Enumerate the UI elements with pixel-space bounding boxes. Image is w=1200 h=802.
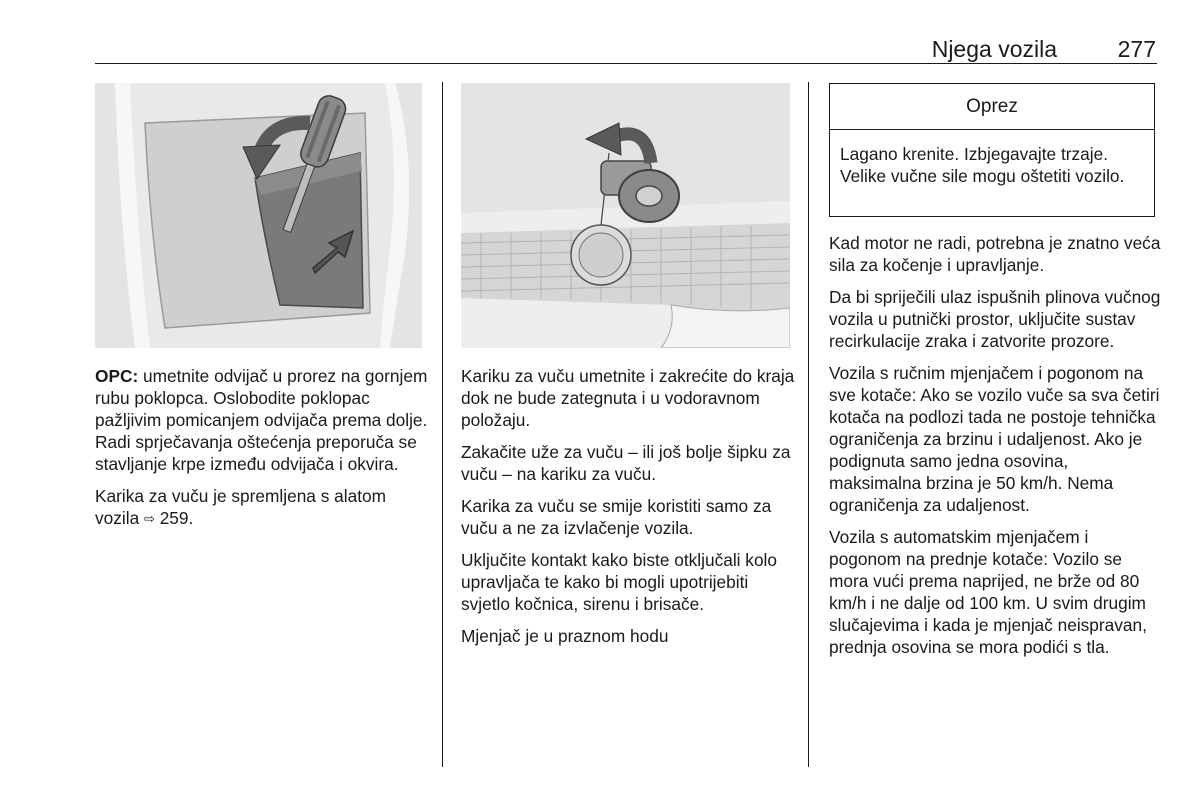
opc-paragraph [95,365,430,475]
opc-cover-illustration [95,83,422,348]
column-2 [461,365,798,657]
caution-box [829,83,1155,217]
opc-text: umetnite odvijač u prorez na gornjem rubu poklopca. Oslobodite poklopac pažljivim pomicanjem odvijača prema dolje. Radi sprječavanja oštećenja preporuča se stavljanje krpe između odvijača i okvira. [95,366,428,474]
tow-eye-illustration [461,83,790,348]
header-rule [95,63,1157,64]
paragraph: Uključite kontakt kako biste otključali kolo upravljača te kako bi mogli upotrijebiti svjetlo kočnica, sirenu i brisače. [461,550,778,614]
page-reference-arrow-icon: ⇨ [143,511,155,526]
paragraph: Kariku za vuču umetnite i zakrećite do kraja dok ne bude zategnuta i u vodoravnom položaju. [461,366,795,430]
tow-eye-location-text: Karika za vuču je spremljena s alatom vozila [95,486,387,528]
paragraph: Vozila s automatskim mjenjačem i pogonom na prednje kotače: Vozilo se mora vući prema naprijed, ne brže od 80 km/h i ne dalje od 100 km. U svim drugim slučajevima i kada je mjenjač neispravan, prednja osovina se mora podići s tla. [829,527,1147,657]
section-title: Njega vozila [931,36,1057,62]
figure-tow-eye [461,83,790,348]
paragraph: Da bi spriječili ulaz ispušnih plinova vučnog vozila u putnički prostor, uključite sustav recirkulacije zraka i zatvorite prozore. [829,287,1161,351]
tow-eye-location-paragraph [95,485,430,530]
page-number: 277 [1117,36,1156,62]
opc-label: OPC: [95,366,139,386]
paragraph: Kad motor ne radi, potrebna je znatno veća sila za kočenje i upravljanje. [829,233,1161,275]
figure-opc-cover [95,83,422,348]
paragraph: Zakačite uže za vuču – ili još bolje šipku za vuču – na kariku za vuču. [461,442,791,484]
column-divider-2 [808,82,809,767]
paragraph: Mjenjač je u praznom hodu [461,626,669,646]
caution-title: Oprez [830,84,1154,130]
caution-text: Lagano krenite. Izbjegavajte trzaje. Velike vučne sile mogu oštetiti vozilo. [840,144,1125,186]
column-1 [95,365,430,540]
paragraph: Vozila s ručnim mjenjačem i pogonom na sve kotače: Ako se vozilo vuče sa sva četiri kotača na podlozi tada ne postoje tehnička ograničenja za brzinu i udaljenost. Ako je podignuta samo jedna osovina, maksimalna brzina je 50 km/h. Nema ograničenja za udaljenost. [829,363,1160,515]
column-divider-1 [442,82,443,767]
column-3 [829,232,1161,668]
page-reference[interactable]: 259. [154,508,194,528]
paragraph: Karika za vuču se smije koristiti samo za vuču a ne za izvlačenje vozila. [461,496,772,538]
